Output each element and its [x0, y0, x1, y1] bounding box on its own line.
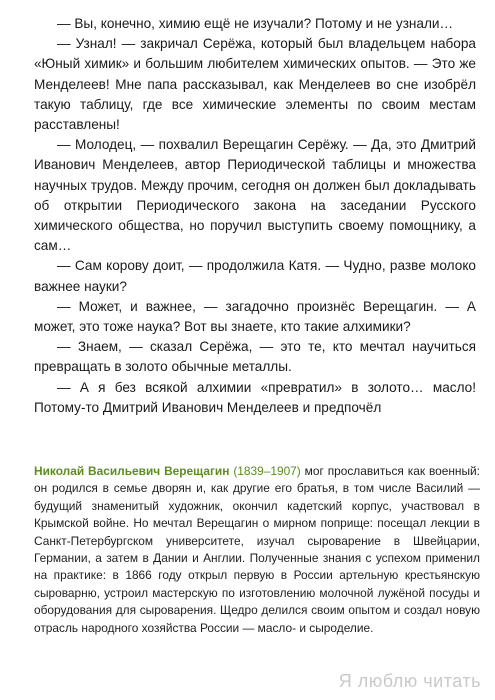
biography-years: (1839–1907)	[233, 464, 301, 478]
story-paragraph: — Знаем, — сказал Серёжа, — это те, кто мечтал научиться превращать в золото обычные металлы.	[34, 339, 476, 375]
story-paragraph: — Вы, конечно, химию ещё не изучали? Потому и не узнали…	[57, 16, 454, 31]
story-paragraph: — Узнал! — закричал Серёжа, который был владельцем набора «Юный химик» и большим любителем химических опытов. — Это же Менделеев! Мне папа рассказывал, как Менделеев во сне изобрёл такую таблицу, где все химические элементы по своим местам расставлены!	[34, 36, 476, 133]
story-text	[34, 14, 476, 418]
story-paragraph: — А я без всякой алхимии «превратил» в золото… масло! Потому-то Дмитрий Иванович Менделеев и предпочёл	[34, 379, 476, 415]
watermark: Я люблю читать	[338, 671, 481, 691]
biography-name: Николай Васильевич Верещагин	[34, 464, 230, 478]
biography-note	[34, 463, 480, 637]
story-paragraph: — Молодец, — похвалил Верещагин Серёжу. — Да, это Дмитрий Иванович Менделеев, автор Периодической таблицы и множества научных трудов. Между прочим, сегодня он должен был докладывать об открытии Периодического закона на заседании Русского химического общества, но поручил выступить своему помощнику, а сам…	[34, 137, 476, 254]
story-paragraph: — Может, и важнее, — загадочно произнёс Верещагин. — А может, это тоже наука? Вот вы знаете, кто такие алхимики?	[34, 298, 476, 335]
story-paragraph: — Сам корову доит, — продолжила Катя. — Чудно, разве молоко важнее науки?	[34, 258, 476, 294]
biography-text: мог прославиться как военный: он родился в семье дворян и, как другие его братья, в том числе Василий — будущий знаменитый художник, окончил кадетский корпус, участвовал в Крымской войне. Но мечтал Верещагин о мирном поприще: посещал лекции в Санкт-Петербургском университете, изучал сыроварение в Швейцарии, Германии, а затем в Дании и Англии. Полученные знания с успехом применил на практике: в 1866 году открыл первую в России артельную крестьянскую сыроварню, устроил мастерскую по изготовлению молочной лужёной посуды и оборудования для сыроварения. Щедро делился своим опытом и создал новую отрасль народного хозяйства России — масло- и сыроделие.	[34, 464, 480, 635]
